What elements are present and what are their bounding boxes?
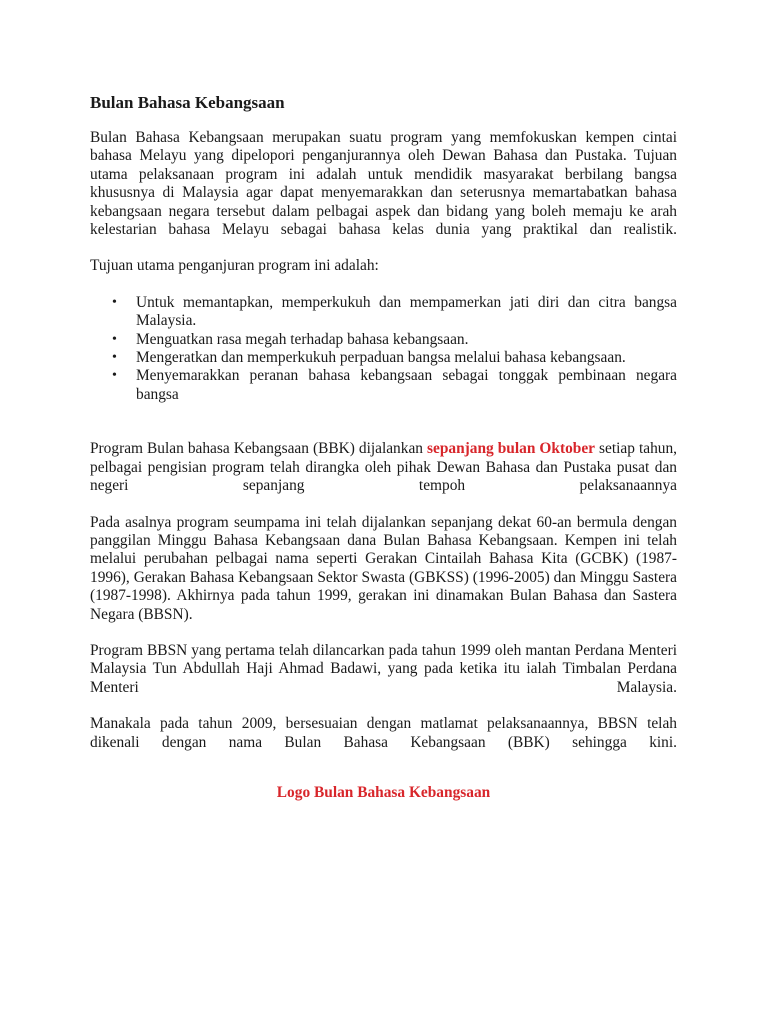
logo-caption: Logo Bulan Bahasa Kebangsaan xyxy=(276,783,491,801)
list-item-text: Mengeratkan dan memperkukuh perpaduan bangsa melalui bahasa kebangsaan. xyxy=(136,349,626,367)
objectives-list xyxy=(90,294,677,404)
objectives-intro: Tujuan utama penganjuran program ini adalah: xyxy=(90,257,379,275)
list-item xyxy=(90,331,677,349)
highlight-october: sepanjang bulan Oktober xyxy=(427,440,596,458)
bullet-icon: • xyxy=(112,368,117,384)
rename-paragraph: Manakala pada tahun 2009, bersesuaian dengan matlamat pelaksanaannya, BBSN telah dikenali dengan nama Bulan Bahasa Kebangsaan (BBK) sehingga kini. xyxy=(90,715,677,751)
document-page xyxy=(90,93,677,802)
list-item xyxy=(90,349,677,367)
list-item xyxy=(90,367,677,404)
bullet-icon: • xyxy=(112,331,117,347)
program-text-before: Program Bulan bahasa Kebangsaan (BBK) dijalankan xyxy=(90,440,428,458)
list-item xyxy=(90,294,677,331)
history-paragraph: Pada asalnya program seumpama ini telah dijalankan sepanjang dekat 60-an bermula dengan panggilan Minggu Bahasa Kebangsaan dana Bulan Bahasa Kebangsaan. Kempen ini telah melalui perubahan pelbagai nama seperti Gerakan Cintailah Bahasa Kita (GCBK) (1987-1996), Gerakan Bahasa Kebangsaan Sektor Swasta (GBKSS) (1996-2005) dan Minggu Sastera (1987-1998). Akhirnya pada tahun 1999, gerakan ini dinamakan Bulan Bahasa dan Sastera Negara (BBSN). xyxy=(90,513,677,623)
list-item-text: Menyemarakkan peranan bahasa kebangsaan sebagai tonggak pembinaan negara bangsa xyxy=(136,367,677,403)
program-text-after: setiap tahun, pelbagai pengisian program telah dirangka oleh pihak Dewan Bahasa dan Pustaka pusat dan negeri sepanjang tempoh pelaksanaannya xyxy=(90,440,678,495)
bullet-icon: • xyxy=(112,350,117,366)
bbsn-paragraph: Program BBSN yang pertama telah dilancarkan pada tahun 1999 oleh mantan Perdana Menteri Malaysia Tun Abdullah Haji Ahmad Badawi, yang pada ketika itu ialah Timbalan Perdana Menteri Malaysia. xyxy=(90,641,677,696)
list-item-text: Menguatkan rasa megah terhadap bahasa kebangsaan. xyxy=(136,330,469,348)
bullet-icon: • xyxy=(112,294,117,310)
intro-paragraph: Bulan Bahasa Kebangsaan merupakan suatu program yang memfokuskan kempen cintai bahasa Melayu yang dipelopori penganjurannya oleh Dewan Bahasa dan Pustaka. Tujuan utama pelaksanaan program ini adalah untuk mendidik masyarakat berbilang bangsa khususnya di Malaysia agar dapat menyemarakkan dan seterusnya memartabatkan bahasa kebangsaan negara tersebut dalam pelbagai aspek dan bidang yang boleh memaju ke arah kelestarian bahasa Melayu sebagai bahasa kelas dunia yang praktikal dan realistik. xyxy=(90,129,677,239)
program-paragraph xyxy=(90,440,677,495)
document-title: Bulan Bahasa Kebangsaan xyxy=(90,93,285,112)
list-item-text: Untuk memantapkan, memperkukuh dan mempamerkan jati diri dan citra bangsa Malaysia. xyxy=(136,293,677,330)
